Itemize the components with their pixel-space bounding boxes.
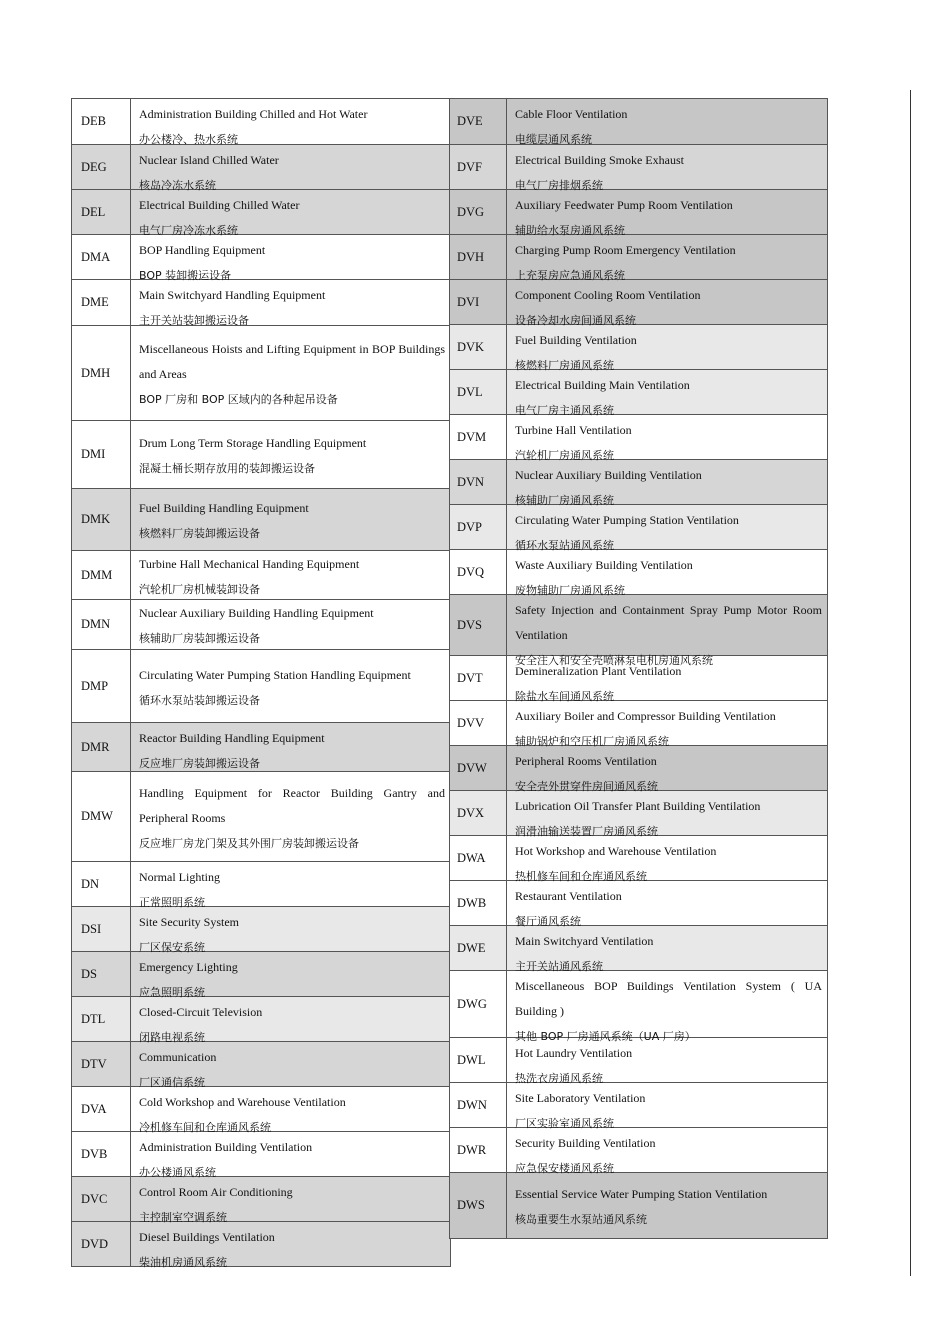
table-row <box>450 370 827 415</box>
table-row <box>450 971 827 1043</box>
english-name: Miscellaneous BOP Buildings Ventilation System ( UA Building ) <box>515 979 822 1018</box>
system-description <box>131 1042 450 1089</box>
chinese-name: BOP 装卸搬运设备 <box>139 269 232 282</box>
code-table-right <box>449 98 828 1239</box>
chinese-name: 办公楼通风系统 <box>139 1166 216 1179</box>
table-row <box>450 595 827 667</box>
chinese-name: 厂区实验室通风系统 <box>515 1117 614 1130</box>
english-name: Safety Injection and Containment Spray Pump Motor Room Ventilation <box>515 603 822 642</box>
english-name: Nuclear Island Chilled Water <box>139 153 279 167</box>
system-code: DVI <box>450 280 507 324</box>
english-name: Circulating Water Pumping Station Handling Equipment <box>139 667 411 682</box>
system-code: DMH <box>72 326 131 420</box>
english-name: Component Cooling Room Ventilation <box>515 288 701 302</box>
chinese-name: 核岛冷冻水系统 <box>139 179 216 192</box>
chinese-name: 反应堆厂房龙门架及其外围厂房装卸搬运设备 <box>139 836 359 850</box>
chinese-name: BOP 厂房和 BOP 区域内的各种起吊设备 <box>139 393 338 406</box>
system-description <box>507 746 827 793</box>
system-description <box>131 907 450 954</box>
system-code: DN <box>72 862 131 906</box>
english-name: Charging Pump Room Emergency Ventilation <box>515 243 736 257</box>
chinese-name: 厂区通信系统 <box>139 1076 205 1089</box>
english-name: Drum Long Term Storage Handling Equipment <box>139 436 367 450</box>
system-code: DWE <box>450 926 507 970</box>
system-code: DEB <box>72 99 131 144</box>
system-description <box>507 460 827 507</box>
chinese-name: 电气厂房主通风系统 <box>515 404 614 417</box>
table-row <box>72 551 450 600</box>
system-description <box>131 862 450 909</box>
code-table-left <box>71 98 451 1267</box>
english-name: Miscellaneous Hoists and Lifting Equipment in BOP Buildings and Areas <box>139 342 445 381</box>
english-name: Fuel Building Handling Equipment <box>139 501 309 515</box>
system-code: DMA <box>72 235 131 279</box>
english-name: Nuclear Auxiliary Building Handling Equipment <box>139 606 374 620</box>
english-name: Restaurant Ventilation <box>515 889 622 903</box>
system-code: DVN <box>450 460 507 504</box>
system-description <box>507 325 827 372</box>
chinese-name: 厂区保安系统 <box>139 941 205 954</box>
system-description <box>507 99 827 144</box>
table-row <box>72 99 450 145</box>
table-row <box>450 280 827 325</box>
table-row <box>72 145 450 190</box>
chinese-name: 核辅助厂房装卸搬运设备 <box>139 632 260 645</box>
system-code: DMK <box>72 489 131 550</box>
system-code: DME <box>72 280 131 325</box>
page-margin-line <box>910 90 911 1276</box>
english-name: Diesel Buildings Ventilation <box>139 1230 275 1244</box>
table-row <box>72 862 450 907</box>
chinese-name: 润滑油输送装置厂房通风系统 <box>515 825 658 838</box>
chinese-name: 循环水泵站通风系统 <box>515 539 614 552</box>
system-code: DS <box>72 952 131 996</box>
system-code: DWA <box>450 836 507 880</box>
table-row <box>72 1177 450 1222</box>
system-code: DVK <box>450 325 507 369</box>
english-name: Site Laboratory Ventilation <box>515 1091 646 1105</box>
system-code: DVF <box>450 145 507 189</box>
english-name: Fuel Building Ventilation <box>515 333 637 347</box>
english-name: Electrical Building Smoke Exhaust <box>515 153 684 167</box>
chinese-name: 应急照明系统 <box>139 986 205 999</box>
table-row <box>450 325 827 370</box>
system-description <box>507 881 827 928</box>
system-code: DVE <box>450 99 507 144</box>
table-row <box>450 460 827 505</box>
table-row <box>72 489 450 551</box>
english-name: Main Switchyard Ventilation <box>515 934 654 948</box>
table-row <box>72 1042 450 1087</box>
english-name: Normal Lighting <box>139 870 220 884</box>
system-description <box>131 99 450 144</box>
system-description <box>131 1132 450 1179</box>
system-code: DWB <box>450 881 507 925</box>
table-row <box>72 1222 450 1267</box>
system-code: DMW <box>72 772 131 861</box>
english-name: Auxiliary Boiler and Compressor Building Ventilation <box>515 709 776 723</box>
table-row <box>72 907 450 952</box>
english-name: Turbine Hall Mechanical Handing Equipment <box>139 556 360 571</box>
system-description <box>507 190 827 237</box>
system-description <box>507 595 827 667</box>
system-code: DMP <box>72 650 131 722</box>
chinese-name: 安全壳外贯穿件房间通风系统 <box>515 780 658 793</box>
table-row <box>450 505 827 550</box>
system-description <box>131 1087 450 1134</box>
system-code: DTL <box>72 997 131 1041</box>
chinese-name: 废物辅助厂房通风系统 <box>515 584 625 597</box>
system-code: DVD <box>72 1222 131 1266</box>
english-name: Lubrication Oil Transfer Plant Building Ventilation <box>515 799 761 813</box>
table-row <box>450 926 827 971</box>
system-description <box>131 235 450 282</box>
english-name: Security Building Ventilation <box>515 1136 656 1150</box>
system-description <box>507 370 827 417</box>
system-code: DVB <box>72 1132 131 1176</box>
english-name: Main Switchyard Handling Equipment <box>139 288 326 302</box>
system-description <box>507 280 827 327</box>
english-name: Demineralization Plant Ventilation <box>515 664 682 678</box>
system-code: DVW <box>450 746 507 790</box>
english-name: Nuclear Auxiliary Building Ventilation <box>515 468 702 482</box>
system-description <box>507 1128 827 1175</box>
system-description <box>507 701 827 748</box>
system-description <box>507 1083 827 1130</box>
chinese-name: 办公楼冷、热水系统 <box>139 133 238 146</box>
chinese-name: 设备冷却水房间通风系统 <box>515 314 636 327</box>
system-description <box>507 145 827 192</box>
system-code: DVA <box>72 1087 131 1131</box>
chinese-name: 混凝土桶长期存放用的装卸搬运设备 <box>139 462 315 475</box>
system-code: DVL <box>450 370 507 414</box>
chinese-name: 柴油机房通风系统 <box>139 1256 227 1269</box>
system-code: DEL <box>72 190 131 234</box>
system-code: DWL <box>450 1038 507 1082</box>
system-code: DEG <box>72 145 131 189</box>
chinese-name: 正常照明系统 <box>139 896 205 909</box>
chinese-name: 电缆层通风系统 <box>515 133 592 146</box>
chinese-name: 电气厂房冷冻水系统 <box>139 224 238 237</box>
system-description <box>507 235 827 282</box>
chinese-name: 核燃料厂房装卸搬运设备 <box>139 527 260 540</box>
chinese-name: 辅助锅炉和空压机厂房通风系统 <box>515 735 669 748</box>
table-row <box>450 1173 827 1239</box>
english-name: Cold Workshop and Warehouse Ventilation <box>139 1095 346 1109</box>
english-name: Reactor Building Handling Equipment <box>139 731 325 745</box>
system-description <box>131 190 450 237</box>
chinese-name: 主开关站通风系统 <box>515 960 603 973</box>
chinese-name: 汽轮机厂房通风系统 <box>515 449 614 462</box>
english-name: Control Room Air Conditioning <box>139 1185 293 1199</box>
system-description <box>507 415 827 462</box>
chinese-name: 其他 BOP 厂房通风系统（UA 厂房） <box>515 1030 696 1043</box>
english-name: Closed-Circuit Television <box>139 1005 263 1019</box>
english-name: Administration Building Ventilation <box>139 1140 313 1154</box>
english-name: Peripheral Rooms Ventilation <box>515 754 657 768</box>
chinese-name: 闭路电视系统 <box>139 1031 205 1044</box>
chinese-name: 主控制室空调系统 <box>139 1211 227 1224</box>
english-name: Communication <box>139 1050 217 1064</box>
chinese-name: 辅助给水泵房通风系统 <box>515 224 625 237</box>
table-row <box>72 772 450 862</box>
table-row <box>72 280 450 326</box>
system-description <box>131 1222 450 1269</box>
system-description <box>507 791 827 838</box>
system-description <box>131 952 450 999</box>
table-row <box>450 656 827 701</box>
system-description <box>131 145 450 192</box>
system-code: DTV <box>72 1042 131 1086</box>
table-row <box>72 723 450 772</box>
table-row <box>450 1128 827 1173</box>
system-code: DVM <box>450 415 507 459</box>
system-code: DWN <box>450 1083 507 1127</box>
system-description <box>507 505 827 552</box>
table-row <box>450 1038 827 1083</box>
system-description <box>507 656 827 703</box>
system-description <box>131 1177 450 1224</box>
system-description <box>507 926 827 973</box>
chinese-name: 主开关站装卸搬运设备 <box>139 314 249 327</box>
system-description <box>507 1038 827 1085</box>
table-row <box>72 952 450 997</box>
system-code: DVP <box>450 505 507 549</box>
system-code: DMN <box>72 600 131 649</box>
system-code: DWS <box>450 1173 507 1238</box>
table-row <box>450 836 827 881</box>
system-description <box>131 489 450 550</box>
table-row <box>72 326 450 421</box>
chinese-name: 反应堆厂房装卸搬运设备 <box>139 757 260 770</box>
table-row <box>450 99 827 145</box>
table-row <box>450 881 827 926</box>
english-name: Auxiliary Feedwater Pump Room Ventilation <box>515 198 733 212</box>
table-row <box>72 1132 450 1177</box>
chinese-name: 热机修车间和仓库通风系统 <box>515 870 647 883</box>
chinese-name: 汽轮机厂房机械装卸设备 <box>139 582 260 596</box>
system-description <box>131 650 450 722</box>
system-code: DVX <box>450 791 507 835</box>
chinese-name: 上充泵房应急通风系统 <box>515 269 625 282</box>
english-name: BOP Handling Equipment <box>139 243 266 257</box>
english-name: Emergency Lighting <box>139 960 238 974</box>
chinese-name: 应急保安楼通风系统 <box>515 1162 614 1175</box>
system-code: DWR <box>450 1128 507 1172</box>
english-name: Turbine Hall Ventilation <box>515 423 632 437</box>
chinese-name: 冷机修车间和仓库通风系统 <box>139 1121 271 1134</box>
table-row <box>450 1083 827 1128</box>
english-name: Handling Equipment for Reactor Building Gantry and Peripheral Rooms <box>139 785 445 825</box>
system-description <box>131 997 450 1044</box>
table-row <box>450 235 827 280</box>
table-row <box>72 421 450 489</box>
system-code: DMR <box>72 723 131 771</box>
english-name: Essential Service Water Pumping Station Ventilation <box>515 1187 768 1201</box>
system-code: DVS <box>450 595 507 655</box>
english-name: Electrical Building Chilled Water <box>139 198 300 212</box>
english-name: Cable Floor Ventilation <box>515 107 628 121</box>
table-row <box>72 190 450 235</box>
chinese-name: 热洗衣房通风系统 <box>515 1072 603 1085</box>
system-code: DVG <box>450 190 507 234</box>
english-name: Hot Laundry Ventilation <box>515 1046 633 1060</box>
chinese-name: 电气厂房排烟系统 <box>515 179 603 192</box>
chinese-name: 核辅助厂房通风系统 <box>515 494 614 507</box>
english-name: Electrical Building Main Ventilation <box>515 378 690 392</box>
table-row <box>72 650 450 723</box>
system-description <box>507 971 827 1043</box>
table-row <box>72 235 450 280</box>
table-row <box>450 701 827 746</box>
english-name: Circulating Water Pumping Station Ventilation <box>515 513 739 527</box>
system-description <box>131 600 450 649</box>
system-code: DSI <box>72 907 131 951</box>
table-row <box>450 746 827 791</box>
system-description <box>131 326 450 420</box>
system-description <box>507 550 827 597</box>
english-name: Administration Building Chilled and Hot Water <box>139 107 368 121</box>
table-row <box>72 600 450 650</box>
system-code: DVQ <box>450 550 507 594</box>
system-description <box>131 772 450 861</box>
system-description <box>507 836 827 883</box>
chinese-name: 核岛重要生水泵站通风系统 <box>515 1213 647 1226</box>
system-description <box>131 280 450 325</box>
system-code: DMI <box>72 421 131 488</box>
system-description <box>131 551 450 599</box>
table-row <box>450 550 827 595</box>
system-code: DVH <box>450 235 507 279</box>
system-code: DVV <box>450 701 507 745</box>
table-row <box>72 1087 450 1132</box>
chinese-name: 循环水泵站装卸搬运设备 <box>139 693 260 707</box>
chinese-name: 核燃料厂房通风系统 <box>515 359 614 372</box>
system-description <box>131 421 450 488</box>
table-row <box>450 145 827 190</box>
table-row <box>450 791 827 836</box>
table-row <box>450 415 827 460</box>
system-code: DVT <box>450 656 507 700</box>
english-name: Waste Auxiliary Building Ventilation <box>515 558 693 572</box>
chinese-name: 除盐水车间通风系统 <box>515 690 614 703</box>
table-row <box>72 997 450 1042</box>
chinese-name: 安全注入和安全壳喷淋泵电机房通风系统 <box>515 654 713 667</box>
chinese-name: 餐厅通风系统 <box>515 915 581 928</box>
system-code: DMM <box>72 551 131 599</box>
english-name: Site Security System <box>139 915 239 929</box>
system-code: DWG <box>450 971 507 1037</box>
english-name: Hot Workshop and Warehouse Ventilation <box>515 844 717 858</box>
system-description <box>507 1173 827 1238</box>
system-code: DVC <box>72 1177 131 1221</box>
table-row <box>450 190 827 235</box>
system-description <box>131 723 450 771</box>
